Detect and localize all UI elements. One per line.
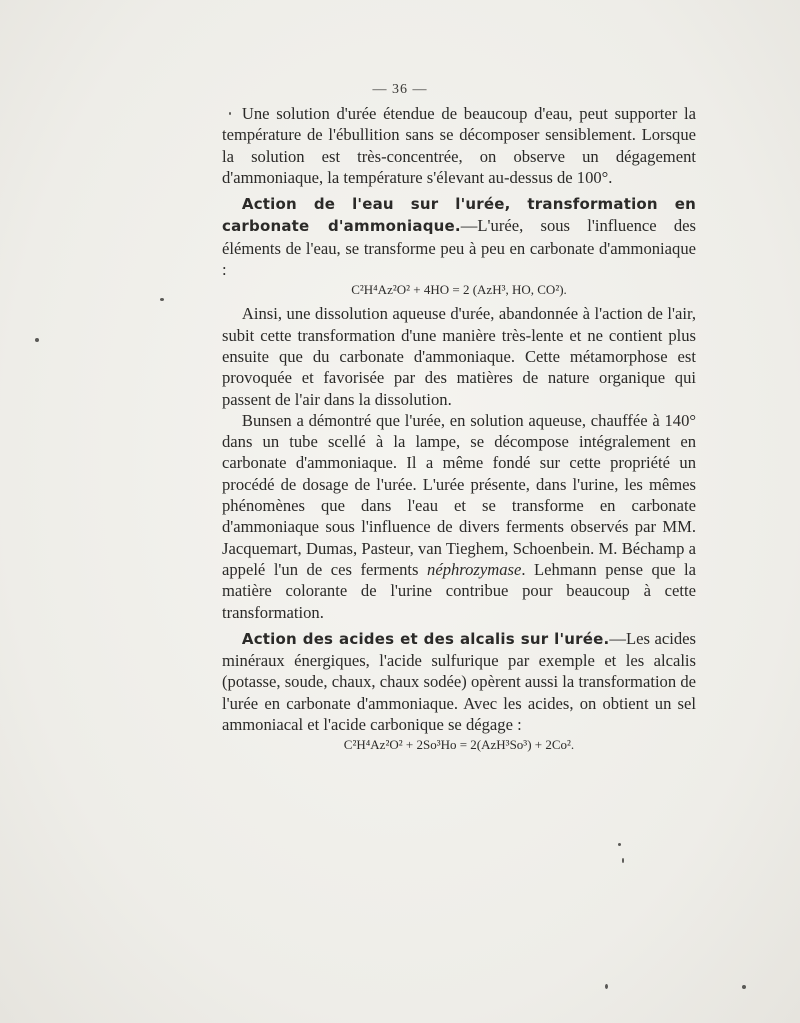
page-number: — 36 — xyxy=(372,82,428,97)
formula-2-text: C²H⁴Az²O² + 2So³Ho = 2(AzH³So³) + 2Co². xyxy=(343,737,575,753)
paragraph-4-text-b: . Lehmann pense que la matière colorante de l'urine contribue pour beaucoup à cette transformation. xyxy=(222,559,696,622)
speck-mark xyxy=(622,858,624,863)
paragraph-5 xyxy=(222,628,696,735)
paragraph-4-text-a: Bunsen a démontré que l'urée, en solution aqueuse, chauffée à 140° dans un tube scellé à la lampe, se décompose intégralement en carbonate d'ammoniaque. Il a même fondé sur cette propriété un procédé de dosage de l'urée. L'urée présente, dans l'urine, les mêmes phénomènes que dans l'eau et se transforme en carbonate d'ammoniaque sous l'influence de divers ferments observés par MM. Jacquemart, Dumas, Pasteur, van Tieghem, Schoenbein. M. Béchamp a appelé l'un de ces ferments xyxy=(222,410,696,579)
paragraph-3: Ainsi, une dissolution aqueuse d'urée, abandonnée à l'action de l'air, subit cette transformation d'une manière très-lente et ne contient plus ensuite que du carbonate d'ammoniaque. Cette métamorphose est provoquée et favorisée par des matières de nature organique qui passent de l'air dans la dissolution. xyxy=(222,304,696,409)
speck-mark xyxy=(742,985,746,989)
paragraph-2 xyxy=(222,193,696,280)
paragraph-2-text: —L'urée, sous l'influence des éléments de l'eau, se transforme peu à peu en carbonate d'ammoniaque : xyxy=(222,216,696,280)
section-heading-water: Action de l'eau sur l'urée, transformation en carbonate d'ammoniaque. xyxy=(222,195,696,236)
paragraph-5-text: —Les acides minéraux énergiques, l'acide sulfurique par exemple et les alcalis (potasse, soude, chaux, chaux sodée) opèrent aussi la transformation de l'urée en carbonate d'ammoniaque. Avec les acides, on obtient un sel ammoniacal et l'acide carbonique se dégage : xyxy=(222,628,696,735)
formula-1-text: C²H⁴Az²O² + 4HO = 2 (AzH³, HO, CO²). xyxy=(351,282,567,298)
speck-mark xyxy=(605,984,608,989)
speck-mark xyxy=(35,338,39,342)
formula-1 xyxy=(222,281,696,299)
speck-mark xyxy=(618,843,621,846)
term-nephrozymase: néphrozymase xyxy=(427,559,522,579)
paragraph-4 xyxy=(222,410,696,623)
text-column xyxy=(222,103,696,758)
section-heading-acids: Action des acides et des alcalis sur l'urée. xyxy=(241,629,610,648)
paragraph-1: Une solution d'urée étendue de beaucoup d'eau, peut supporter la température de l'ébullition sans se décomposer sensiblement. Lorsque la solution est très-concentrée, on observe un dégagement d'ammoniaque, la température s'élevant au-dessus de 100°. xyxy=(222,104,696,187)
formula-2 xyxy=(222,736,696,754)
speck-mark xyxy=(229,112,231,115)
speck-mark xyxy=(160,298,164,301)
